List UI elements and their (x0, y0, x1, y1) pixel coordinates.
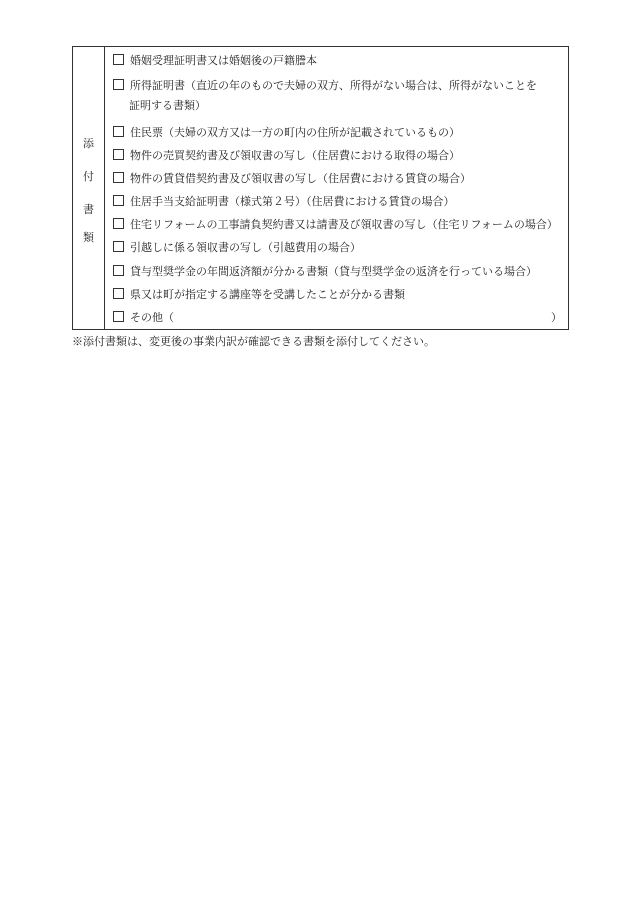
label-char: 類 (83, 231, 94, 244)
checkbox[interactable] (113, 79, 124, 90)
checkbox[interactable] (113, 126, 124, 137)
checklist-item-label: 住居手当支給証明書（様式第２号）（住居費における賃貸の場合） (130, 195, 455, 208)
checkbox[interactable] (113, 311, 124, 322)
checklist-item-label: 県又は町が指定する講座等を受講したことが分かる書類 (130, 288, 405, 301)
checklist-item-resident-record (113, 122, 562, 143)
checklist-item-label: その他（ (130, 311, 174, 324)
checklist-item-lease-contract (113, 168, 562, 189)
label-char: 書 (83, 203, 94, 216)
checklist-item-purchase-contract (113, 145, 562, 166)
checklist-item-income-certificate (113, 75, 562, 96)
other-closing-paren: ） (551, 311, 562, 324)
checklist-item-label: 住宅リフォームの工事請負契約書又は請書及び領収書の写し（住宅リフォームの場合） (130, 218, 558, 231)
checklist-item-label: 引越しに係る領収書の写し（引越費用の場合） (130, 241, 361, 254)
checkbox[interactable] (113, 265, 124, 276)
label-char: 付 (83, 170, 94, 183)
checkbox[interactable] (113, 172, 124, 183)
checklist-item-label: 婚姻受理証明書又は婚姻後の戸籍謄本 (130, 54, 317, 67)
checkbox[interactable] (113, 195, 124, 206)
checklist-item-continuation: 証明する書類） (129, 99, 206, 112)
checklist-item-label: 貸与型奨学金の年間返済額が分かる書類（貸与型奨学金の返済を行っている場合） (130, 265, 537, 278)
checkbox[interactable] (113, 218, 124, 229)
checklist-item-course-completion (113, 284, 562, 305)
checklist-item-label: 所得証明書（直近の年のもので夫婦の双方、所得がない場合は、所得がないことを (130, 79, 537, 92)
checkbox[interactable] (113, 54, 124, 65)
checklist-item-marriage-certificate (113, 50, 562, 71)
checkbox[interactable] (113, 149, 124, 160)
checklist-item-label: 物件の売買契約書及び領収書の写し（住居費における取得の場合） (130, 149, 460, 162)
checkbox[interactable] (113, 288, 124, 299)
checklist-item-renovation-contract (113, 214, 562, 235)
checklist-item-moving-receipt (113, 237, 562, 258)
label-char: 添 (83, 137, 94, 150)
attachments-label-column (73, 47, 105, 329)
checklist-item-scholarship-repayment (113, 261, 562, 282)
checkbox[interactable] (113, 241, 124, 252)
checklist-item-label: 住民票（夫婦の双方又は一方の町内の住所が記載されているもの） (130, 126, 460, 139)
checklist-item-label: 物件の賃貸借契約書及び領収書の写し（住居費における賃貸の場合） (130, 172, 471, 185)
checklist-item-other (113, 307, 562, 328)
attachment-note: ※添付書類は、変更後の事業内訳が確認できる書類を添付してください。 (72, 335, 435, 348)
checklist-item-housing-allowance (113, 191, 562, 212)
attachments-table (72, 46, 569, 330)
attachments-checklist (105, 47, 568, 329)
